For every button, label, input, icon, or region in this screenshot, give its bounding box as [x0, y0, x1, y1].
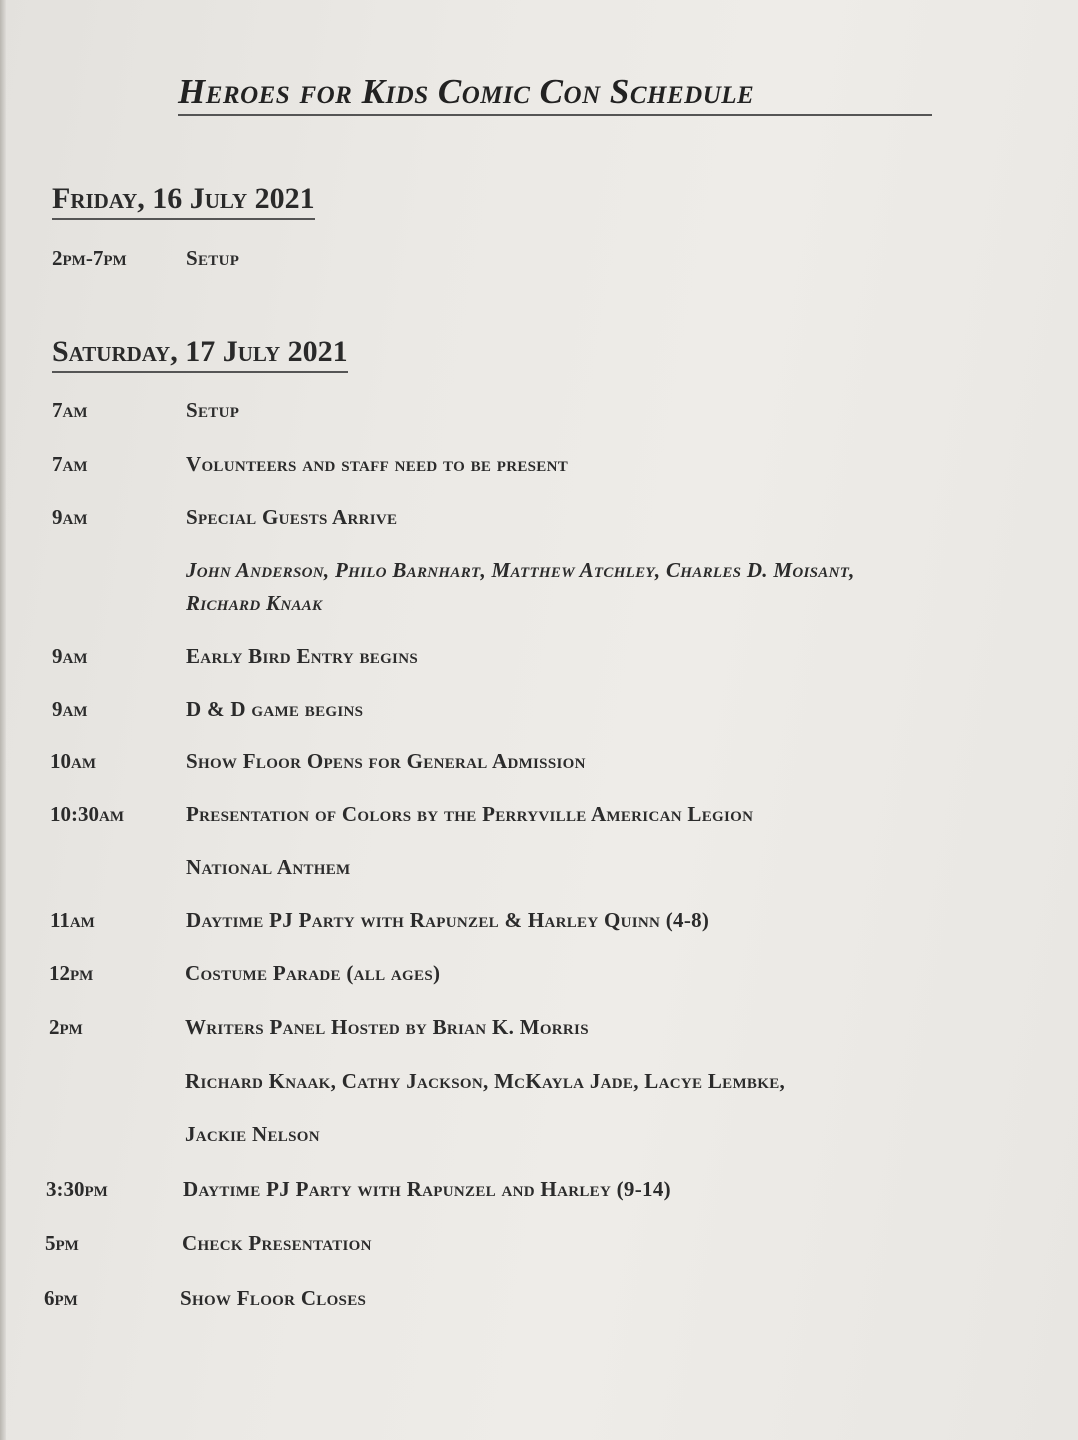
row-time: 2pm-7pm: [52, 246, 127, 270]
row-time: 5pm: [45, 1231, 79, 1255]
row-event: Early Bird Entry begins: [186, 644, 418, 668]
row-event: Setup: [186, 398, 240, 422]
row-time: 6pm: [44, 1286, 78, 1310]
panelist-list: Jackie Nelson: [185, 1122, 320, 1146]
row-event: Costume Parade (all ages): [185, 961, 441, 985]
row-event: National Anthem: [186, 855, 351, 879]
row-event: Daytime PJ Party with Rapunzel & Harley Quinn (4-8): [186, 908, 710, 932]
row-time: 3:30pm: [46, 1177, 108, 1201]
row-event: Volunteers and staff need to be present: [186, 452, 569, 476]
row-time: 10am: [50, 749, 96, 773]
row-event: Special Guests Arrive: [186, 505, 398, 529]
day-heading-saturday: Saturday, 17 July 2021: [52, 335, 348, 373]
row-event: Show Floor Closes: [180, 1286, 367, 1310]
panelist-list: Richard Knaak, Cathy Jackson, McKayla Jade, Lacye Lembke,: [185, 1069, 786, 1093]
document-title: Heroes for Kids Comic Con Schedule: [178, 72, 932, 116]
row-time: 9am: [52, 697, 88, 721]
row-event: Daytime PJ Party with Rapunzel and Harley (9-14): [183, 1177, 671, 1201]
row-event: Show Floor Opens for General Admission: [186, 749, 586, 773]
row-time: 12pm: [49, 961, 94, 985]
row-time: 11am: [50, 908, 95, 932]
row-event: Setup: [186, 246, 240, 270]
row-event: Writers Panel Hosted by Brian K. Morris: [185, 1015, 589, 1039]
row-event: Presentation of Colors by the Perryville American Legion: [186, 802, 754, 826]
row-time: 10:30am: [50, 802, 124, 826]
row-time: 7am: [52, 398, 88, 422]
row-time: 9am: [52, 644, 88, 668]
row-event: D & D game begins: [186, 697, 364, 721]
day-heading-friday: Friday, 16 July 2021: [52, 182, 315, 220]
guest-list: John Anderson, Philo Barnhart, Matthew Atchley, Charles D. Moisant,: [186, 558, 855, 582]
guest-list: Richard Knaak: [186, 591, 323, 615]
row-time: 7am: [52, 452, 88, 476]
row-event: Check Presentation: [182, 1231, 372, 1255]
row-time: 2pm: [49, 1015, 83, 1039]
row-time: 9am: [52, 505, 88, 529]
